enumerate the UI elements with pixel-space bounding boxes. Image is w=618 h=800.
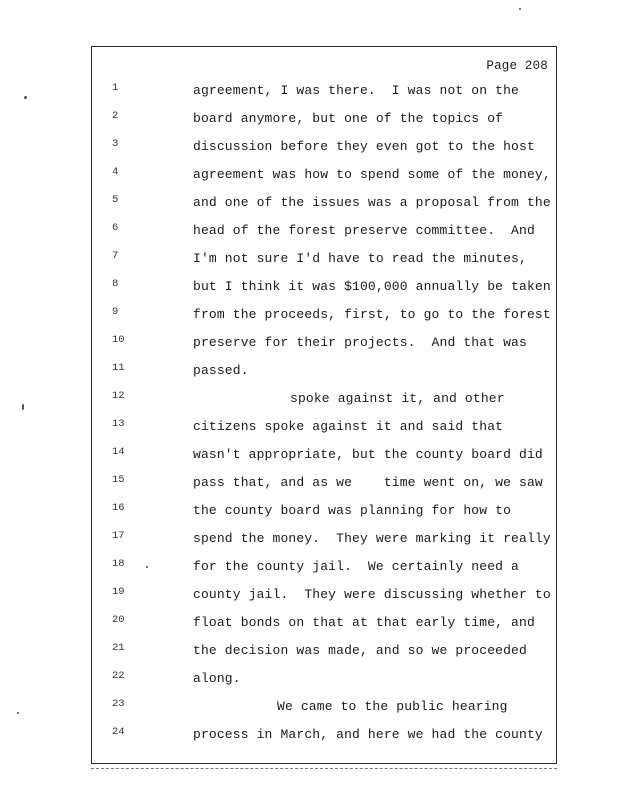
transcript-line [92,250,556,278]
transcript-line [92,670,556,698]
line-number: 8 [112,278,119,290]
line-text: county jail. They were discussing whether to [193,587,551,602]
line-text: spend the money. They were marking it really [193,531,551,546]
transcript-line [92,334,556,362]
line-number: 12 [112,390,125,402]
scan-speck [22,404,24,410]
line-number: 6 [112,222,119,234]
line-text: citizens spoke against it and said that [193,419,504,434]
transcript-line [92,194,556,222]
transcript-line [92,502,556,530]
transcript-line [92,138,556,166]
line-text: agreement, I was there. I was not on the [193,83,520,98]
line-text: the decision was made, and so we proceeded [193,643,527,658]
line-text: from the proceeds, first, to go to the forest [193,307,551,322]
transcript-line [92,390,556,418]
page-number: Page 208 [486,59,548,73]
line-text: for the county jail. We certainly need a [193,559,520,574]
line-number: 1 [112,82,119,94]
line-number: 15 [112,474,125,486]
line-number: 18 [112,558,125,570]
line-number: 2 [112,110,119,122]
line-text: spoke against it, and other [290,391,505,406]
scan-speck [146,566,148,568]
transcript-line [92,726,556,754]
line-text: process in March, and here we had the county [193,727,543,742]
line-number: 9 [112,306,119,318]
line-text: agreement was how to spend some of the money, [193,167,551,182]
bottom-rule [91,768,557,769]
line-number: 21 [112,642,125,654]
line-number: 7 [112,250,119,262]
line-text: along. [193,671,241,686]
line-number: 24 [112,726,125,738]
line-number: 14 [112,446,125,458]
line-number: 13 [112,418,125,430]
transcript-line [92,474,556,502]
line-text: passed. [193,363,249,378]
transcript-line [92,642,556,670]
transcript-line [92,278,556,306]
line-number: 19 [112,586,125,598]
line-text: preserve for their projects. And that was [193,335,527,350]
line-number: 5 [112,194,119,206]
transcript-line [92,446,556,474]
transcript-line [92,530,556,558]
line-number: 3 [112,138,119,150]
line-number: 23 [112,698,125,710]
line-number: 17 [112,530,125,542]
line-number: 16 [112,502,125,514]
transcript-line [92,166,556,194]
line-text: and one of the issues was a proposal from the [193,195,551,210]
line-text: head of the forest preserve committee. And [193,223,535,238]
line-number: 4 [112,166,119,178]
scan-speck [24,96,27,99]
transcript-line [92,418,556,446]
line-text: We came to the public hearing [277,699,508,714]
transcript-page [91,46,557,764]
line-number: 20 [112,614,125,626]
transcript-line [92,698,556,726]
line-number: 11 [112,362,125,374]
line-text: I'm not sure I'd have to read the minutes, [193,251,527,266]
transcript-line [92,558,556,586]
transcript-line [92,586,556,614]
line-text: the county board was planning for how to [193,503,512,518]
line-text: discussion before they even got to the host [193,139,535,154]
transcript-line [92,306,556,334]
line-text: board anymore, but one of the topics of [193,111,504,126]
line-number: 22 [112,670,125,682]
scan-speck [519,8,521,10]
transcript-line [92,222,556,250]
transcript-line [92,82,556,110]
line-text: pass that, and as we time went on, we saw [193,475,543,490]
scan-speck [17,712,19,714]
transcript-line [92,362,556,390]
transcript-line [92,614,556,642]
line-text: float bonds on that at that early time, and [193,615,535,630]
line-text: wasn't appropriate, but the county board did [193,447,543,462]
line-number: 10 [112,334,125,346]
line-text: but I think it was $100,000 annually be taken [193,279,551,294]
transcript-line [92,110,556,138]
